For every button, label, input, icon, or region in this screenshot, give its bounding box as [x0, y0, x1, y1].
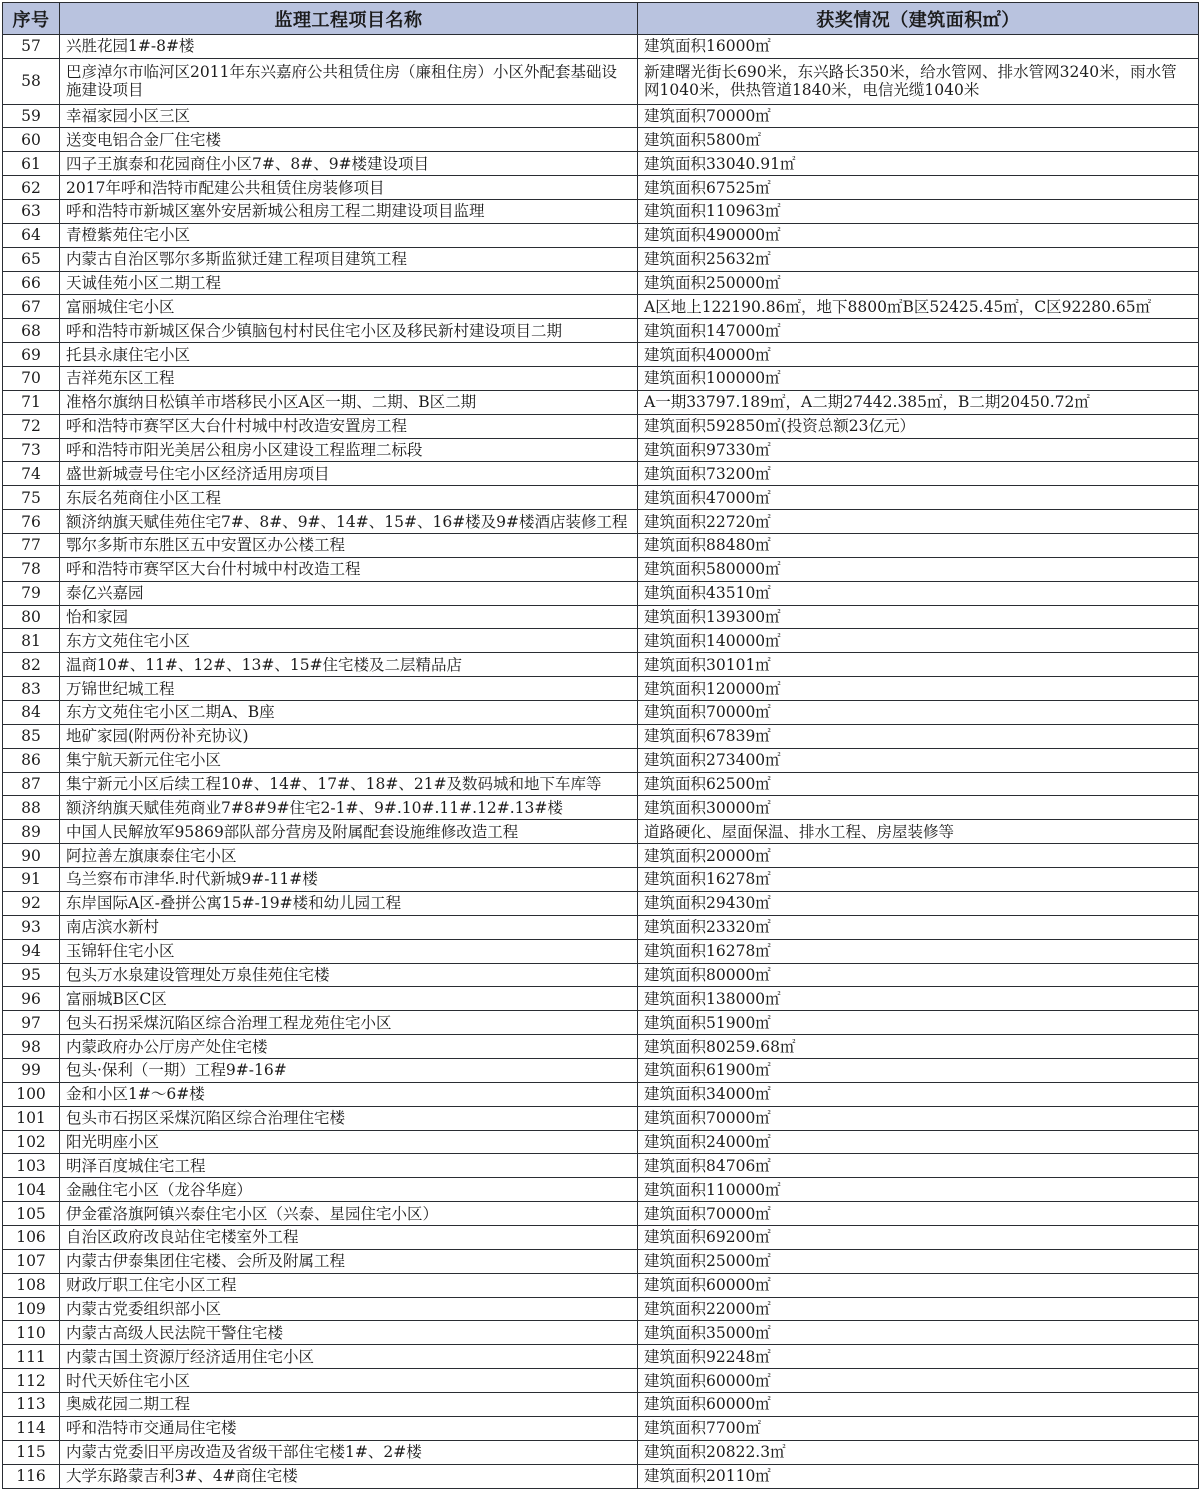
- row-serial-number: 102: [3, 1130, 60, 1154]
- table-header-row: [3, 3, 1199, 35]
- row-award-info: 建筑面积67839㎡: [638, 724, 1199, 748]
- row-project-name: 集宁新元小区后续工程10#、14#、17#、18#、21#及数码城和地下车库等: [60, 772, 638, 796]
- row-project-name: 内蒙古国土资源厅经济适用住宅小区: [60, 1345, 638, 1369]
- row-serial-number: 61: [3, 152, 60, 176]
- row-award-info: 建筑面积592850㎡(投资总额23亿元）: [638, 414, 1199, 438]
- table-row: [3, 271, 1199, 295]
- row-serial-number: 94: [3, 939, 60, 963]
- row-project-name: 吉祥苑东区工程: [60, 367, 638, 391]
- table-row: [3, 772, 1199, 796]
- row-serial-number: 57: [3, 35, 60, 59]
- table-row: [3, 247, 1199, 271]
- table-row: [3, 104, 1199, 128]
- table-row: [3, 796, 1199, 820]
- row-award-info: 建筑面积250000㎡: [638, 271, 1199, 295]
- table-row: [3, 462, 1199, 486]
- table-row: [3, 438, 1199, 462]
- row-project-name: 呼和浩特市赛罕区大台什村城中村改造工程: [60, 557, 638, 581]
- row-award-info: 建筑面积100000㎡: [638, 367, 1199, 391]
- row-award-info: 建筑面积20000㎡: [638, 844, 1199, 868]
- row-award-info: 建筑面积40000㎡: [638, 343, 1199, 367]
- row-serial-number: 67: [3, 295, 60, 319]
- table-row: [3, 1011, 1199, 1035]
- row-award-info: 建筑面积22720㎡: [638, 510, 1199, 534]
- row-project-name: 2017年呼和浩特市配建公共租赁住房装修项目: [60, 176, 638, 200]
- table-row: [3, 390, 1199, 414]
- table-row: [3, 677, 1199, 701]
- row-project-name: 幸福家园小区三区: [60, 104, 638, 128]
- row-award-info: 建筑面积70000㎡: [638, 1106, 1199, 1130]
- row-serial-number: 108: [3, 1273, 60, 1297]
- row-serial-number: 91: [3, 868, 60, 892]
- row-project-name: 东辰名苑商住小区工程: [60, 486, 638, 510]
- table-row: [3, 605, 1199, 629]
- row-project-name: 地矿家园(附两份补充协议): [60, 724, 638, 748]
- table-row: [3, 844, 1199, 868]
- header-serial-number: 序号: [3, 3, 60, 35]
- row-award-info: 建筑面积97330㎡: [638, 438, 1199, 462]
- row-award-info: 建筑面积139300㎡: [638, 605, 1199, 629]
- row-serial-number: 99: [3, 1058, 60, 1082]
- table-row: [3, 1058, 1199, 1082]
- row-serial-number: 60: [3, 128, 60, 152]
- table-row: [3, 1369, 1199, 1393]
- row-award-info: 建筑面积70000㎡: [638, 701, 1199, 725]
- row-award-info: 建筑面积35000㎡: [638, 1321, 1199, 1345]
- row-serial-number: 64: [3, 223, 60, 247]
- row-project-name: 金和小区1#～6#楼: [60, 1082, 638, 1106]
- table-row: [3, 1130, 1199, 1154]
- row-serial-number: 100: [3, 1082, 60, 1106]
- row-serial-number: 101: [3, 1106, 60, 1130]
- row-project-name: 内蒙古党委旧平房改造及省级干部住宅楼1#、2#楼: [60, 1440, 638, 1464]
- row-serial-number: 109: [3, 1297, 60, 1321]
- row-project-name: 额济纳旗天赋佳苑商业7#8#9#住宅2-1#、9#.10#.11#.12#.13#楼: [60, 796, 638, 820]
- row-award-info: 建筑面积43510㎡: [638, 581, 1199, 605]
- row-project-name: 准格尔旗纳日松镇羊市塔移民小区A区一期、二期、B区二期: [60, 390, 638, 414]
- row-project-name: 内蒙古自治区鄂尔多斯监狱迁建工程项目建筑工程: [60, 247, 638, 271]
- table-row: [3, 701, 1199, 725]
- row-serial-number: 62: [3, 176, 60, 200]
- row-project-name: 兴胜花园1#-8#楼: [60, 35, 638, 59]
- row-project-name: 内蒙古高级人民法院干警住宅楼: [60, 1321, 638, 1345]
- row-serial-number: 59: [3, 104, 60, 128]
- row-serial-number: 88: [3, 796, 60, 820]
- row-project-name: 怡和家园: [60, 605, 638, 629]
- table-row: [3, 343, 1199, 367]
- table-row: [3, 1154, 1199, 1178]
- row-project-name: 金融住宅小区（龙谷华庭）: [60, 1178, 638, 1202]
- table-row: [3, 35, 1199, 59]
- project-award-table: [2, 2, 1199, 1489]
- row-award-info: 建筑面积16278㎡: [638, 939, 1199, 963]
- row-serial-number: 104: [3, 1178, 60, 1202]
- row-award-info: 建筑面积140000㎡: [638, 629, 1199, 653]
- header-project-name: 监理工程项目名称: [60, 3, 638, 35]
- row-serial-number: 85: [3, 724, 60, 748]
- row-award-info: 建筑面积70000㎡: [638, 1202, 1199, 1226]
- row-serial-number: 93: [3, 915, 60, 939]
- table-row: [3, 1416, 1199, 1440]
- row-award-info: 建筑面积16000㎡: [638, 35, 1199, 59]
- project-table-container: [2, 2, 1198, 1489]
- row-project-name: 泰亿兴嘉园: [60, 581, 638, 605]
- row-award-info: 道路硬化、屋面保温、排水工程、房屋装修等: [638, 820, 1199, 844]
- row-award-info: 建筑面积70000㎡: [638, 104, 1199, 128]
- table-row: [3, 510, 1199, 534]
- row-project-name: 内蒙政府办公厅房产处住宅楼: [60, 1035, 638, 1059]
- row-serial-number: 66: [3, 271, 60, 295]
- table-row: [3, 1297, 1199, 1321]
- table-row: [3, 1321, 1199, 1345]
- row-award-info: 建筑面积22000㎡: [638, 1297, 1199, 1321]
- row-project-name: 包头·保利（一期）工程9#-16#: [60, 1058, 638, 1082]
- row-serial-number: 80: [3, 605, 60, 629]
- row-award-info: 建筑面积580000㎡: [638, 557, 1199, 581]
- row-serial-number: 89: [3, 820, 60, 844]
- row-serial-number: 77: [3, 534, 60, 558]
- row-project-name: 阳光明座小区: [60, 1130, 638, 1154]
- row-serial-number: 103: [3, 1154, 60, 1178]
- row-award-info: 新建曙光街长690米，东兴路长350米，给水管网、排水管网3240米，雨水管网1040米，供热管道1840米，电信光缆1040米: [638, 58, 1199, 104]
- table-row: [3, 581, 1199, 605]
- row-serial-number: 65: [3, 247, 60, 271]
- row-award-info: 建筑面积490000㎡: [638, 223, 1199, 247]
- table-row: [3, 820, 1199, 844]
- table-row: [3, 557, 1199, 581]
- row-project-name: 阿拉善左旗康泰住宅小区: [60, 844, 638, 868]
- table-row: [3, 1082, 1199, 1106]
- row-award-info: 建筑面积60000㎡: [638, 1273, 1199, 1297]
- row-project-name: 万锦世纪城工程: [60, 677, 638, 701]
- row-award-info: 建筑面积61900㎡: [638, 1058, 1199, 1082]
- table-row: [3, 176, 1199, 200]
- row-project-name: 四子王旗泰和花园商住小区7#、8#、9#楼建设项目: [60, 152, 638, 176]
- row-serial-number: 84: [3, 701, 60, 725]
- row-award-info: 建筑面积5800㎡: [638, 128, 1199, 152]
- row-project-name: 自治区政府改良站住宅楼室外工程: [60, 1225, 638, 1249]
- row-serial-number: 113: [3, 1392, 60, 1416]
- row-serial-number: 79: [3, 581, 60, 605]
- row-project-name: 集宁航天新元住宅小区: [60, 748, 638, 772]
- table-row: [3, 1249, 1199, 1273]
- row-award-info: 建筑面积23320㎡: [638, 915, 1199, 939]
- table-row: [3, 58, 1199, 104]
- row-serial-number: 74: [3, 462, 60, 486]
- table-row: [3, 128, 1199, 152]
- row-award-info: 建筑面积88480㎡: [638, 534, 1199, 558]
- row-serial-number: 69: [3, 343, 60, 367]
- table-row: [3, 319, 1199, 343]
- row-project-name: 东岸国际A区-叠拼公寓15#-19#楼和幼儿园工程: [60, 891, 638, 915]
- row-serial-number: 86: [3, 748, 60, 772]
- row-serial-number: 73: [3, 438, 60, 462]
- row-project-name: 盛世新城壹号住宅小区经济适用房项目: [60, 462, 638, 486]
- table-row: [3, 987, 1199, 1011]
- row-award-info: 建筑面积25000㎡: [638, 1249, 1199, 1273]
- row-serial-number: 75: [3, 486, 60, 510]
- table-row: [3, 1464, 1199, 1488]
- row-award-info: 建筑面积110963㎡: [638, 200, 1199, 224]
- row-award-info: A区地上122190.86㎡，地下8800㎡B区52425.45㎡，C区92280.65㎡: [638, 295, 1199, 319]
- row-serial-number: 87: [3, 772, 60, 796]
- row-project-name: 额济纳旗天赋佳苑住宅7#、8#、9#、14#、15#、16#楼及9#楼酒店装修工程: [60, 510, 638, 534]
- row-award-info: 建筑面积30000㎡: [638, 796, 1199, 820]
- table-row: [3, 1225, 1199, 1249]
- row-project-name: 呼和浩特市赛罕区大台什村城中村改造安置房工程: [60, 414, 638, 438]
- table-row: [3, 1035, 1199, 1059]
- row-award-info: 建筑面积20822.3㎡: [638, 1440, 1199, 1464]
- row-project-name: 乌兰察布市津华.时代新城9#-11#楼: [60, 868, 638, 892]
- row-serial-number: 90: [3, 844, 60, 868]
- table-row: [3, 1106, 1199, 1130]
- row-project-name: 富丽城住宅小区: [60, 295, 638, 319]
- table-row: [3, 963, 1199, 987]
- row-serial-number: 110: [3, 1321, 60, 1345]
- row-serial-number: 107: [3, 1249, 60, 1273]
- row-award-info: 建筑面积47000㎡: [638, 486, 1199, 510]
- table-row: [3, 748, 1199, 772]
- row-project-name: 呼和浩特市新城区塞外安居新城公租房工程二期建设项目监理: [60, 200, 638, 224]
- row-project-name: 呼和浩特市新城区保合少镇脑包村村民住宅小区及移民新村建设项目二期: [60, 319, 638, 343]
- row-award-info: 建筑面积24000㎡: [638, 1130, 1199, 1154]
- row-serial-number: 105: [3, 1202, 60, 1226]
- row-serial-number: 72: [3, 414, 60, 438]
- row-serial-number: 82: [3, 653, 60, 677]
- row-award-info: 建筑面积60000㎡: [638, 1392, 1199, 1416]
- row-award-info: 建筑面积69200㎡: [638, 1225, 1199, 1249]
- table-row: [3, 868, 1199, 892]
- row-serial-number: 68: [3, 319, 60, 343]
- table-row: [3, 915, 1199, 939]
- row-project-name: 时代天娇住宅小区: [60, 1369, 638, 1393]
- row-project-name: 奥威花园二期工程: [60, 1392, 638, 1416]
- row-project-name: 呼和浩特市阳光美居公租房小区建设工程监理二标段: [60, 438, 638, 462]
- row-project-name: 包头石拐采煤沉陷区综合治理工程龙苑住宅小区: [60, 1011, 638, 1035]
- table-row: [3, 1202, 1199, 1226]
- row-serial-number: 106: [3, 1225, 60, 1249]
- row-award-info: 建筑面积84706㎡: [638, 1154, 1199, 1178]
- row-serial-number: 116: [3, 1464, 60, 1488]
- row-project-name: 温商10#、11#、12#、13#、15#住宅楼及二层精品店: [60, 653, 638, 677]
- row-award-info: 建筑面积34000㎡: [638, 1082, 1199, 1106]
- table-row: [3, 891, 1199, 915]
- row-serial-number: 63: [3, 200, 60, 224]
- row-project-name: 包头市石拐区采煤沉陷区综合治理住宅楼: [60, 1106, 638, 1130]
- row-project-name: 明泽百度城住宅工程: [60, 1154, 638, 1178]
- row-project-name: 内蒙古党委组织部小区: [60, 1297, 638, 1321]
- row-award-info: 建筑面积80000㎡: [638, 963, 1199, 987]
- table-row: [3, 200, 1199, 224]
- table-row: [3, 939, 1199, 963]
- row-serial-number: 78: [3, 557, 60, 581]
- row-serial-number: 95: [3, 963, 60, 987]
- row-serial-number: 96: [3, 987, 60, 1011]
- row-project-name: 内蒙古伊泰集团住宅楼、会所及附属工程: [60, 1249, 638, 1273]
- table-row: [3, 414, 1199, 438]
- table-row: [3, 223, 1199, 247]
- row-project-name: 包头万水泉建设管理处万泉佳苑住宅楼: [60, 963, 638, 987]
- row-project-name: 财政厅职工住宅小区工程: [60, 1273, 638, 1297]
- table-row: [3, 1345, 1199, 1369]
- row-award-info: 建筑面积110000㎡: [638, 1178, 1199, 1202]
- row-award-info: 建筑面积51900㎡: [638, 1011, 1199, 1035]
- row-award-info: 建筑面积7700㎡: [638, 1416, 1199, 1440]
- row-award-info: 建筑面积62500㎡: [638, 772, 1199, 796]
- row-award-info: 建筑面积20110㎡: [638, 1464, 1199, 1488]
- row-project-name: 中国人民解放军95869部队部分营房及附属配套设施维修改造工程: [60, 820, 638, 844]
- table-row: [3, 724, 1199, 748]
- table-row: [3, 534, 1199, 558]
- row-serial-number: 76: [3, 510, 60, 534]
- row-award-info: 建筑面积138000㎡: [638, 987, 1199, 1011]
- row-award-info: 建筑面积273400㎡: [638, 748, 1199, 772]
- row-project-name: 玉锦轩住宅小区: [60, 939, 638, 963]
- row-serial-number: 111: [3, 1345, 60, 1369]
- table-row: [3, 486, 1199, 510]
- table-body: [3, 35, 1199, 1489]
- row-serial-number: 115: [3, 1440, 60, 1464]
- row-project-name: 送变电铝合金厂住宅楼: [60, 128, 638, 152]
- table-row: [3, 295, 1199, 319]
- row-award-info: 建筑面积80259.68㎡: [638, 1035, 1199, 1059]
- table-row: [3, 152, 1199, 176]
- row-project-name: 伊金霍洛旗阿镇兴泰住宅小区（兴泰、星园住宅小区）: [60, 1202, 638, 1226]
- row-project-name: 鄂尔多斯市东胜区五中安置区办公楼工程: [60, 534, 638, 558]
- row-award-info: A一期33797.189㎡，A二期27442.385㎡，B二期20450.72㎡: [638, 390, 1199, 414]
- row-project-name: 东方文苑住宅小区: [60, 629, 638, 653]
- row-serial-number: 71: [3, 390, 60, 414]
- table-row: [3, 653, 1199, 677]
- row-award-info: 建筑面积120000㎡: [638, 677, 1199, 701]
- row-project-name: 大学东路蒙吉利3#、4#商住宅楼: [60, 1464, 638, 1488]
- header-award-info: 获奖情况（建筑面积㎡）: [638, 3, 1199, 35]
- row-project-name: 巴彦淖尔市临河区2011年东兴嘉府公共租赁住房（廉租住房）小区外配套基础设施建设项目: [60, 58, 638, 104]
- row-award-info: 建筑面积29430㎡: [638, 891, 1199, 915]
- row-project-name: 南店滨水新村: [60, 915, 638, 939]
- row-award-info: 建筑面积147000㎡: [638, 319, 1199, 343]
- row-project-name: 天诚佳苑小区二期工程: [60, 271, 638, 295]
- row-serial-number: 114: [3, 1416, 60, 1440]
- table-row: [3, 1440, 1199, 1464]
- row-award-info: 建筑面积16278㎡: [638, 868, 1199, 892]
- row-project-name: 托县永康住宅小区: [60, 343, 638, 367]
- table-row: [3, 367, 1199, 391]
- row-award-info: 建筑面积33040.91㎡: [638, 152, 1199, 176]
- row-award-info: 建筑面积73200㎡: [638, 462, 1199, 486]
- row-serial-number: 98: [3, 1035, 60, 1059]
- row-serial-number: 97: [3, 1011, 60, 1035]
- row-project-name: 青橙紫苑住宅小区: [60, 223, 638, 247]
- row-serial-number: 81: [3, 629, 60, 653]
- table-row: [3, 1273, 1199, 1297]
- row-award-info: 建筑面积30101㎡: [638, 653, 1199, 677]
- row-award-info: 建筑面积92248㎡: [638, 1345, 1199, 1369]
- row-award-info: 建筑面积60000㎡: [638, 1369, 1199, 1393]
- table-row: [3, 629, 1199, 653]
- row-project-name: 东方文苑住宅小区二期A、B座: [60, 701, 638, 725]
- row-serial-number: 58: [3, 58, 60, 104]
- row-award-info: 建筑面积67525㎡: [638, 176, 1199, 200]
- row-project-name: 呼和浩特市交通局住宅楼: [60, 1416, 638, 1440]
- row-award-info: 建筑面积25632㎡: [638, 247, 1199, 271]
- row-serial-number: 83: [3, 677, 60, 701]
- row-serial-number: 70: [3, 367, 60, 391]
- row-serial-number: 112: [3, 1369, 60, 1393]
- table-row: [3, 1178, 1199, 1202]
- row-serial-number: 92: [3, 891, 60, 915]
- row-project-name: 富丽城B区C区: [60, 987, 638, 1011]
- table-row: [3, 1392, 1199, 1416]
